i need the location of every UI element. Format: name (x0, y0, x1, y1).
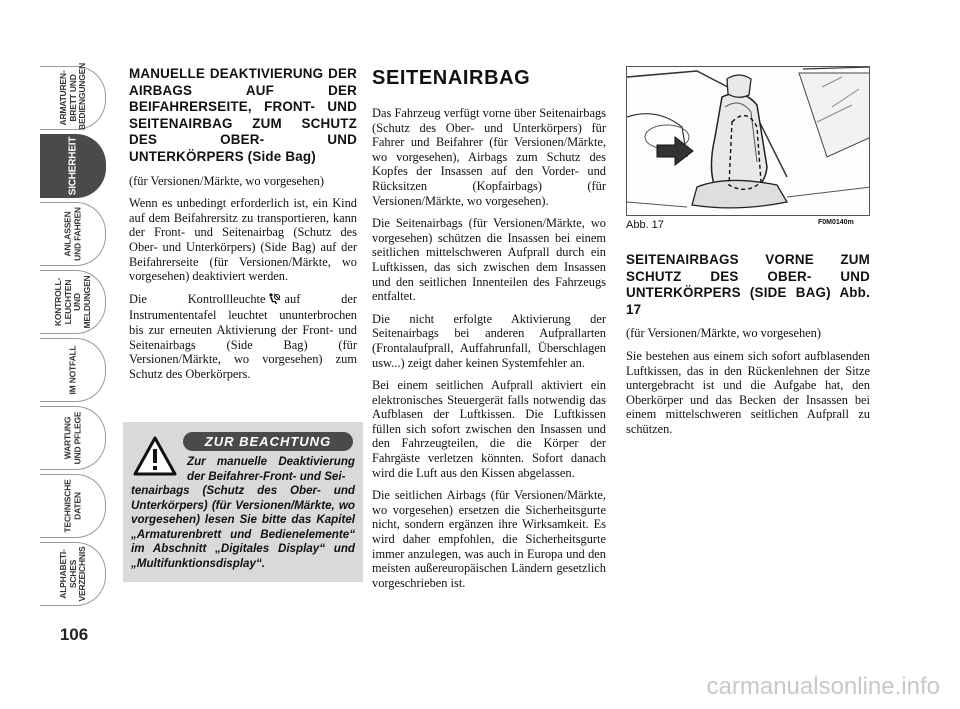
tab-label: WARTUNG UND PFLEGE (62, 411, 82, 465)
tab-label: TECHNISCHE DATEN (62, 479, 82, 533)
tab-label: ANLASSEN UND FAHREN (62, 207, 82, 261)
tab-label: KONTROLL- LEUCHTEN UND MELDUNGEN (52, 275, 91, 329)
figure-caption: Abb. 17 (626, 219, 664, 231)
paragraph: Die seitlichen Airbags (für Versionen/Märkte, wo vorgesehen) ersetzen die Sicherheitsgurte nicht, sondern ergänzen ihre Wirksamkeit. Es wird daher empfohlen, die Sicherheitsgurte immer anzulegen, was auch in Europa und den meisten außereuropäischen Ländern gesetzlich vorgeschrieben ist. (372, 488, 606, 590)
warning-text: Zur manuelle Deaktivierung der Beifahrer-Front- und Sei- (187, 455, 355, 483)
warning-triangle-icon (133, 436, 177, 481)
tab-technische-daten[interactable] (40, 474, 106, 538)
paragraph: Das Fahrzeug verfügt vorne über Seitenairbags (Schutz des Ober- und Unterkörpers) für Fahrer und Beifahrer (für Versionen/Märkte, wo vorgesehen), Airbags zum Schutz des Kopfes der Insassen auf den Vorder- und Rücksitzen (Kopfairbags) (für Versionen/Märkte, wo vorgesehen). (372, 106, 606, 208)
tab-im-notfall[interactable] (40, 338, 106, 402)
tab-verzeichnis[interactable] (40, 542, 106, 606)
tab-armaturenbrett[interactable] (40, 62, 106, 130)
tab-wartung[interactable] (40, 406, 106, 470)
column-left (129, 66, 357, 389)
figure-code: F0M0140m (818, 219, 854, 226)
watermark: carmanualsonline.info (706, 673, 940, 700)
warning-text: tenairbags (Schutz des Ober- und Unterkörpers) (für Versionen/Märkte, wo vorgesehen) lesen Sie bitte das Kapitel „Armaturenbrett und Bedienelemente“ im Abschnitt „Digitales Display“ und „Multifunktionsdisplay“. (131, 484, 355, 570)
warning-header: ZUR BEACHTUNG (183, 432, 353, 451)
paragraph: Sie bestehen aus einem sich sofort aufblasenden Luftkissen, das in den Rückenlehnen der Sitze untergebracht ist und die Aufgabe hat, den Oberkörper und das Becken der Insassen bei einem mittelschweren seitlichen Aufprall zu schützen. (626, 348, 870, 436)
tab-label: SICHERHEIT (66, 136, 78, 196)
airbag-off-icon (268, 293, 281, 309)
column-right (626, 252, 870, 445)
seat-airbag-illustration (627, 67, 870, 216)
availability-note: (für Versionen/Märkte, wo vorgesehen) (129, 173, 324, 188)
availability-note: (für Versionen/Märkte, wo vorgesehen) (626, 326, 821, 341)
tab-label: ARMATUREN- BRETT UND BEDIENGUNGEN (57, 62, 87, 130)
tab-sicherheit[interactable] (40, 134, 106, 198)
figure-seat-illustration (626, 66, 870, 216)
paragraph: Bei einem seitlichen Aufprall aktiviert ein elektronisches Steuergerät falls notwendig das Aufblasen der Luftkissen. Die Luftkissen füllen sich sofort zwischen den Insassen und den Fahrzeugteilen, die die Körper der Fahrgäste verletzen könnten. Sofort danach wird die Luft aus den Kissen abgelassen. (372, 378, 606, 480)
page-title: SEITENAIRBAG (372, 67, 531, 89)
tab-label: ALPHABETI- SCHES VERZEICHNIS (57, 546, 87, 602)
section-heading: MANUELLE DEAKTIVIERUNG DER AIRBAGS AUF DER BEIFAHRERSEITE, FRONT- UND SEITENAIRBAG ZUM SCHUTZ DES OBER- UND UNTERKÖRPERS (Side Bag) (129, 66, 357, 164)
section-heading: SEITENAIRBAGS VORNE ZUM SCHUTZ DES OBER- UND UNTERKÖRPERS (SIDE BAG) Abb. 17 (626, 252, 870, 317)
paragraph: Die nicht erfolgte Aktivierung der Seitenairbags bei anderen Aufprallarten (Frontalaufprall, Auffahrunfall, Überschlagen usw...) zeigt daher keinen Systemfehler an. (372, 311, 606, 370)
warning-box (123, 422, 363, 582)
paragraph: Die Seitenairbags (für Versionen/Märkte, wo vorgesehen) schützen die Insassen bei einem seitlichen mittelschweren Aufprall durch ein Luftkissen, das sich zwischen dem Insassen und den seitlichen Innenteilen des Fahrzeugs entfaltet. (372, 216, 606, 304)
tab-anlassen[interactable] (40, 202, 106, 266)
column-middle (372, 66, 606, 598)
tab-label: IM NOTFALL (66, 345, 77, 395)
paragraph: Wenn es unbedingt erforderlich ist, ein Kind auf dem Beifahrersitz zu transportieren, kann der Front- und Seitenairbag (Schutz des Ober- und Unterkörpers) (Side Bag) auf der Beifahrerseite (für Versionen/Märkte, wo vorgesehen) deaktiviert werden. (129, 196, 357, 284)
paragraph (129, 292, 357, 382)
text-fragment: Die Kontrollleuchte (129, 291, 266, 306)
tab-kontrollleuchten[interactable] (40, 270, 106, 334)
text-fragment: auf der Instrumententafel leuchtet ununterbrochen bis zur erneuten Aktivierung der Front- und Seitenairbags (Side Bag) (für Versionen/Märkte, wo vorgesehen) zum Schutz des Oberkörpers. (129, 291, 357, 381)
page-number: 106 (59, 625, 89, 644)
